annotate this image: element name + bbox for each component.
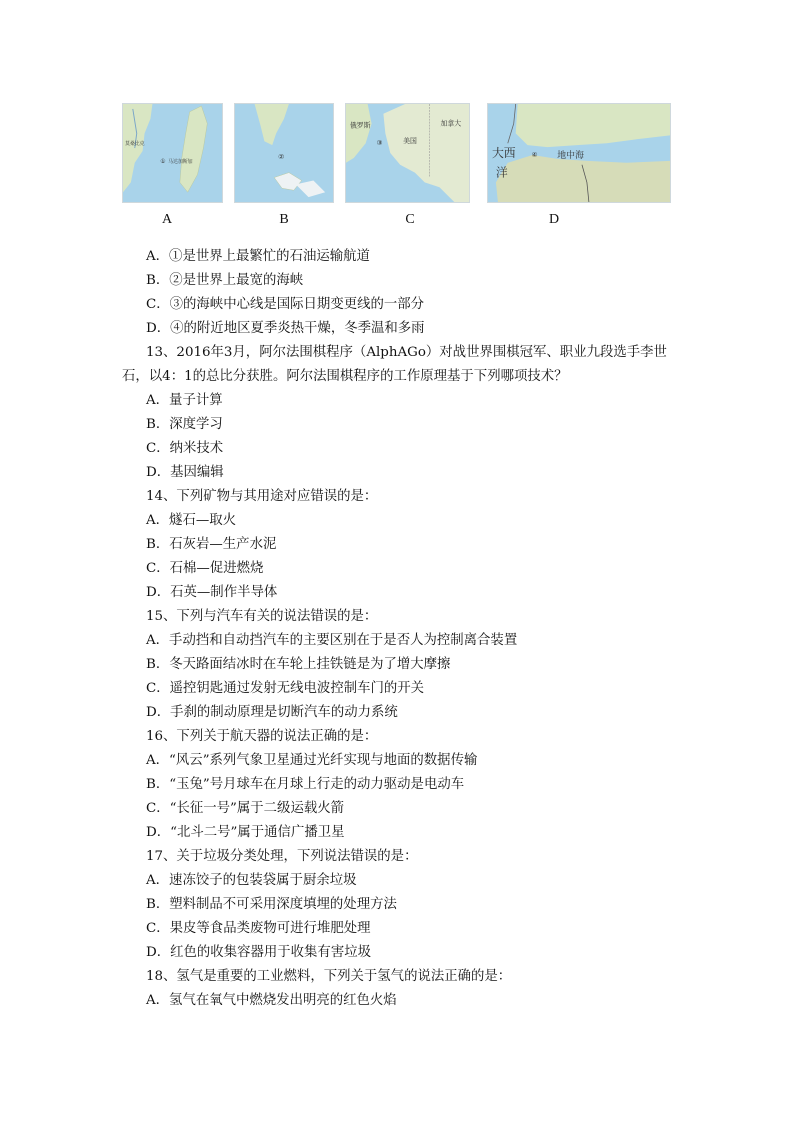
option-line: D．“北斗二号”属于通信广播卫星 xyxy=(146,825,345,840)
option-line: D．手刹的制动原理是切断汽车的动力系统 xyxy=(146,705,398,720)
option-line: A．燧石—取火 xyxy=(146,513,237,528)
question-line: 13、2016年3月，阿尔法围棋程序（AlphAGo）对战世界围棋冠军、职业九段选手李世 xyxy=(146,345,667,360)
option-line: B．“玉兔”号月球车在月球上行走的动力驱动是电动车 xyxy=(146,777,465,792)
option-line: A．氢气在氧气中燃烧发出明亮的红色火焰 xyxy=(146,993,397,1008)
question-line: 17、关于垃圾分类处理，下列说法错误的是： xyxy=(146,849,418,864)
map-b-marker: ② xyxy=(278,152,285,161)
map-a-marker: ① xyxy=(160,158,166,165)
map-b xyxy=(234,103,334,203)
option-line: D．石英—制作半导体 xyxy=(146,585,278,600)
map-c-label-2: 美国 xyxy=(403,137,417,146)
map-d-label-1: 大西 xyxy=(491,145,516,160)
option-line: C．遥控钥匙通过发射无线电波控制车门的开关 xyxy=(146,681,425,696)
option-line: A．速冻饺子的包装袋属于厨余垃圾 xyxy=(146,873,357,888)
question-text xyxy=(0,245,794,1013)
map-d-label-2: 洋 xyxy=(495,165,508,180)
map-a xyxy=(122,103,223,203)
option-line: D．基因编辑 xyxy=(146,465,224,480)
map-c-label-1: 俄罗斯 xyxy=(349,121,371,130)
option-line: D．红色的收集容器用于收集有害垃圾 xyxy=(146,945,371,960)
map-a-label-1: 莫桑比克 xyxy=(124,141,145,148)
map-letter-d: D xyxy=(548,212,560,227)
question-line: 石，以4：1的总比分获胜。阿尔法围棋程序的工作原理基于下列哪项技术？ xyxy=(122,369,568,384)
map-c-label-3: 加拿大 xyxy=(440,119,462,128)
map-d-marker: ④ xyxy=(531,150,538,159)
question-line: 16、下列关于航天器的说法正确的是： xyxy=(146,729,378,744)
option-line: A．手动挡和自动挡汽车的主要区别在于是否人为控制离合装置 xyxy=(146,633,518,648)
question-line: 18、氢气是重要的工业燃料，下列关于氢气的说法正确的是： xyxy=(146,969,512,984)
option-line: A．①是世界上最繁忙的石油运输航道 xyxy=(146,249,370,264)
map-a-label-2: 马达加斯加 xyxy=(168,158,193,165)
option-line: B．②是世界上最宽的海峡 xyxy=(146,273,304,288)
option-line: C．果皮等食品类废物可进行堆肥处理 xyxy=(146,921,371,936)
map-letter-c: C xyxy=(405,212,415,227)
option-line: B．深度学习 xyxy=(146,417,223,432)
map-letters xyxy=(0,212,794,232)
option-line: A．“风云”系列气象卫星通过光纤实现与地面的数据传输 xyxy=(146,753,478,768)
option-line: C．纳米技术 xyxy=(146,441,224,456)
question-line: 15、下列与汽车有关的说法错误的是： xyxy=(146,609,378,624)
map-figure xyxy=(0,103,794,203)
map-d-label-3: 地中海 xyxy=(557,150,584,161)
question-line: 14、下列矿物与其用途对应错误的是： xyxy=(146,489,378,504)
option-line: C．③的海峡中心线是国际日期变更线的一部分 xyxy=(146,297,425,312)
map-d xyxy=(487,103,671,203)
map-letter-a: A xyxy=(161,212,173,227)
option-line: C．石棉—促进燃烧 xyxy=(146,561,264,576)
option-line: B．冬天路面结冰时在车轮上挂铁链是为了增大摩擦 xyxy=(146,657,451,672)
option-line: B．石灰岩—生产水泥 xyxy=(146,537,277,552)
option-line: B．塑料制品不可采用深度填埋的处理方法 xyxy=(146,897,397,912)
option-line: D．④的附近地区夏季炎热干燥，冬季温和多雨 xyxy=(146,321,425,336)
map-c xyxy=(345,103,470,203)
option-line: C．“长征一号”属于二级运载火箭 xyxy=(146,801,345,816)
option-line: A．量子计算 xyxy=(146,393,223,408)
map-c-marker: ③ xyxy=(376,139,383,148)
map-letter-b: B xyxy=(279,212,289,227)
